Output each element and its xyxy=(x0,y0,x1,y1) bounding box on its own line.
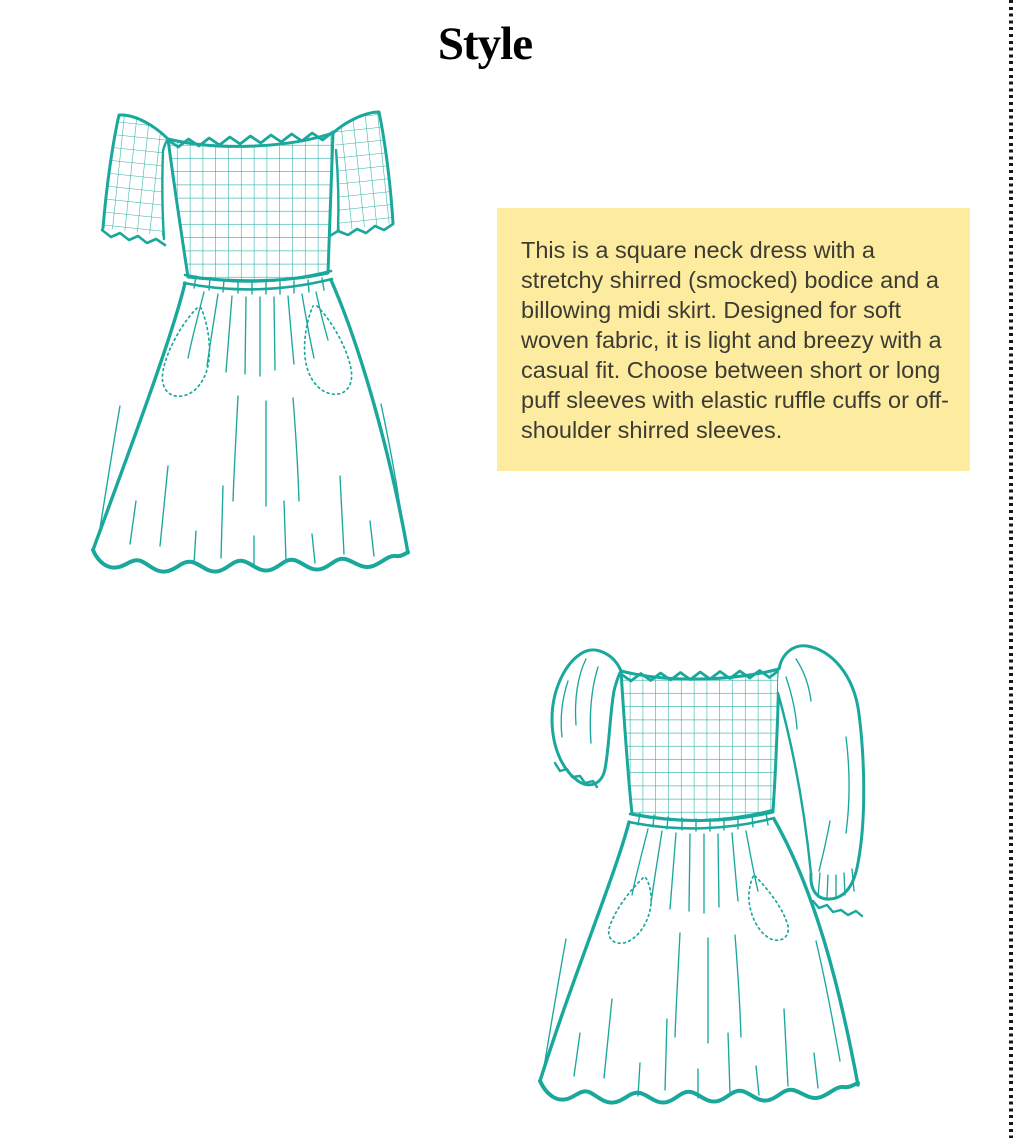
wavy-hem xyxy=(93,550,408,572)
dress-illustration-puff-sleeves xyxy=(528,641,928,1116)
short-shirred-sleeve-right xyxy=(328,112,393,237)
dress-illustration-off-shoulder-short-sleeves xyxy=(88,106,428,596)
elastic-ruffle-cuff xyxy=(813,901,862,916)
page-edge-perforation-dots xyxy=(1009,0,1013,1138)
style-description-box xyxy=(497,208,970,471)
shirred-bodice xyxy=(168,132,333,281)
style-description-text: This is a square neck dress with a stretchy shirred (smocked) bodice and a billowing midi skirt. Designed for soft woven fabric, it is light and breezy with a casual fit. Choose between short or long puff sleeves with elastic ruffle cuffs or off-shoulder shirred sleeves. xyxy=(521,237,950,443)
short-shirred-sleeve-left xyxy=(102,115,168,245)
short-puff-sleeve xyxy=(552,650,621,787)
billowing-skirt xyxy=(93,280,408,572)
shirred-bodice xyxy=(621,669,779,821)
page-title: Style xyxy=(437,18,533,70)
